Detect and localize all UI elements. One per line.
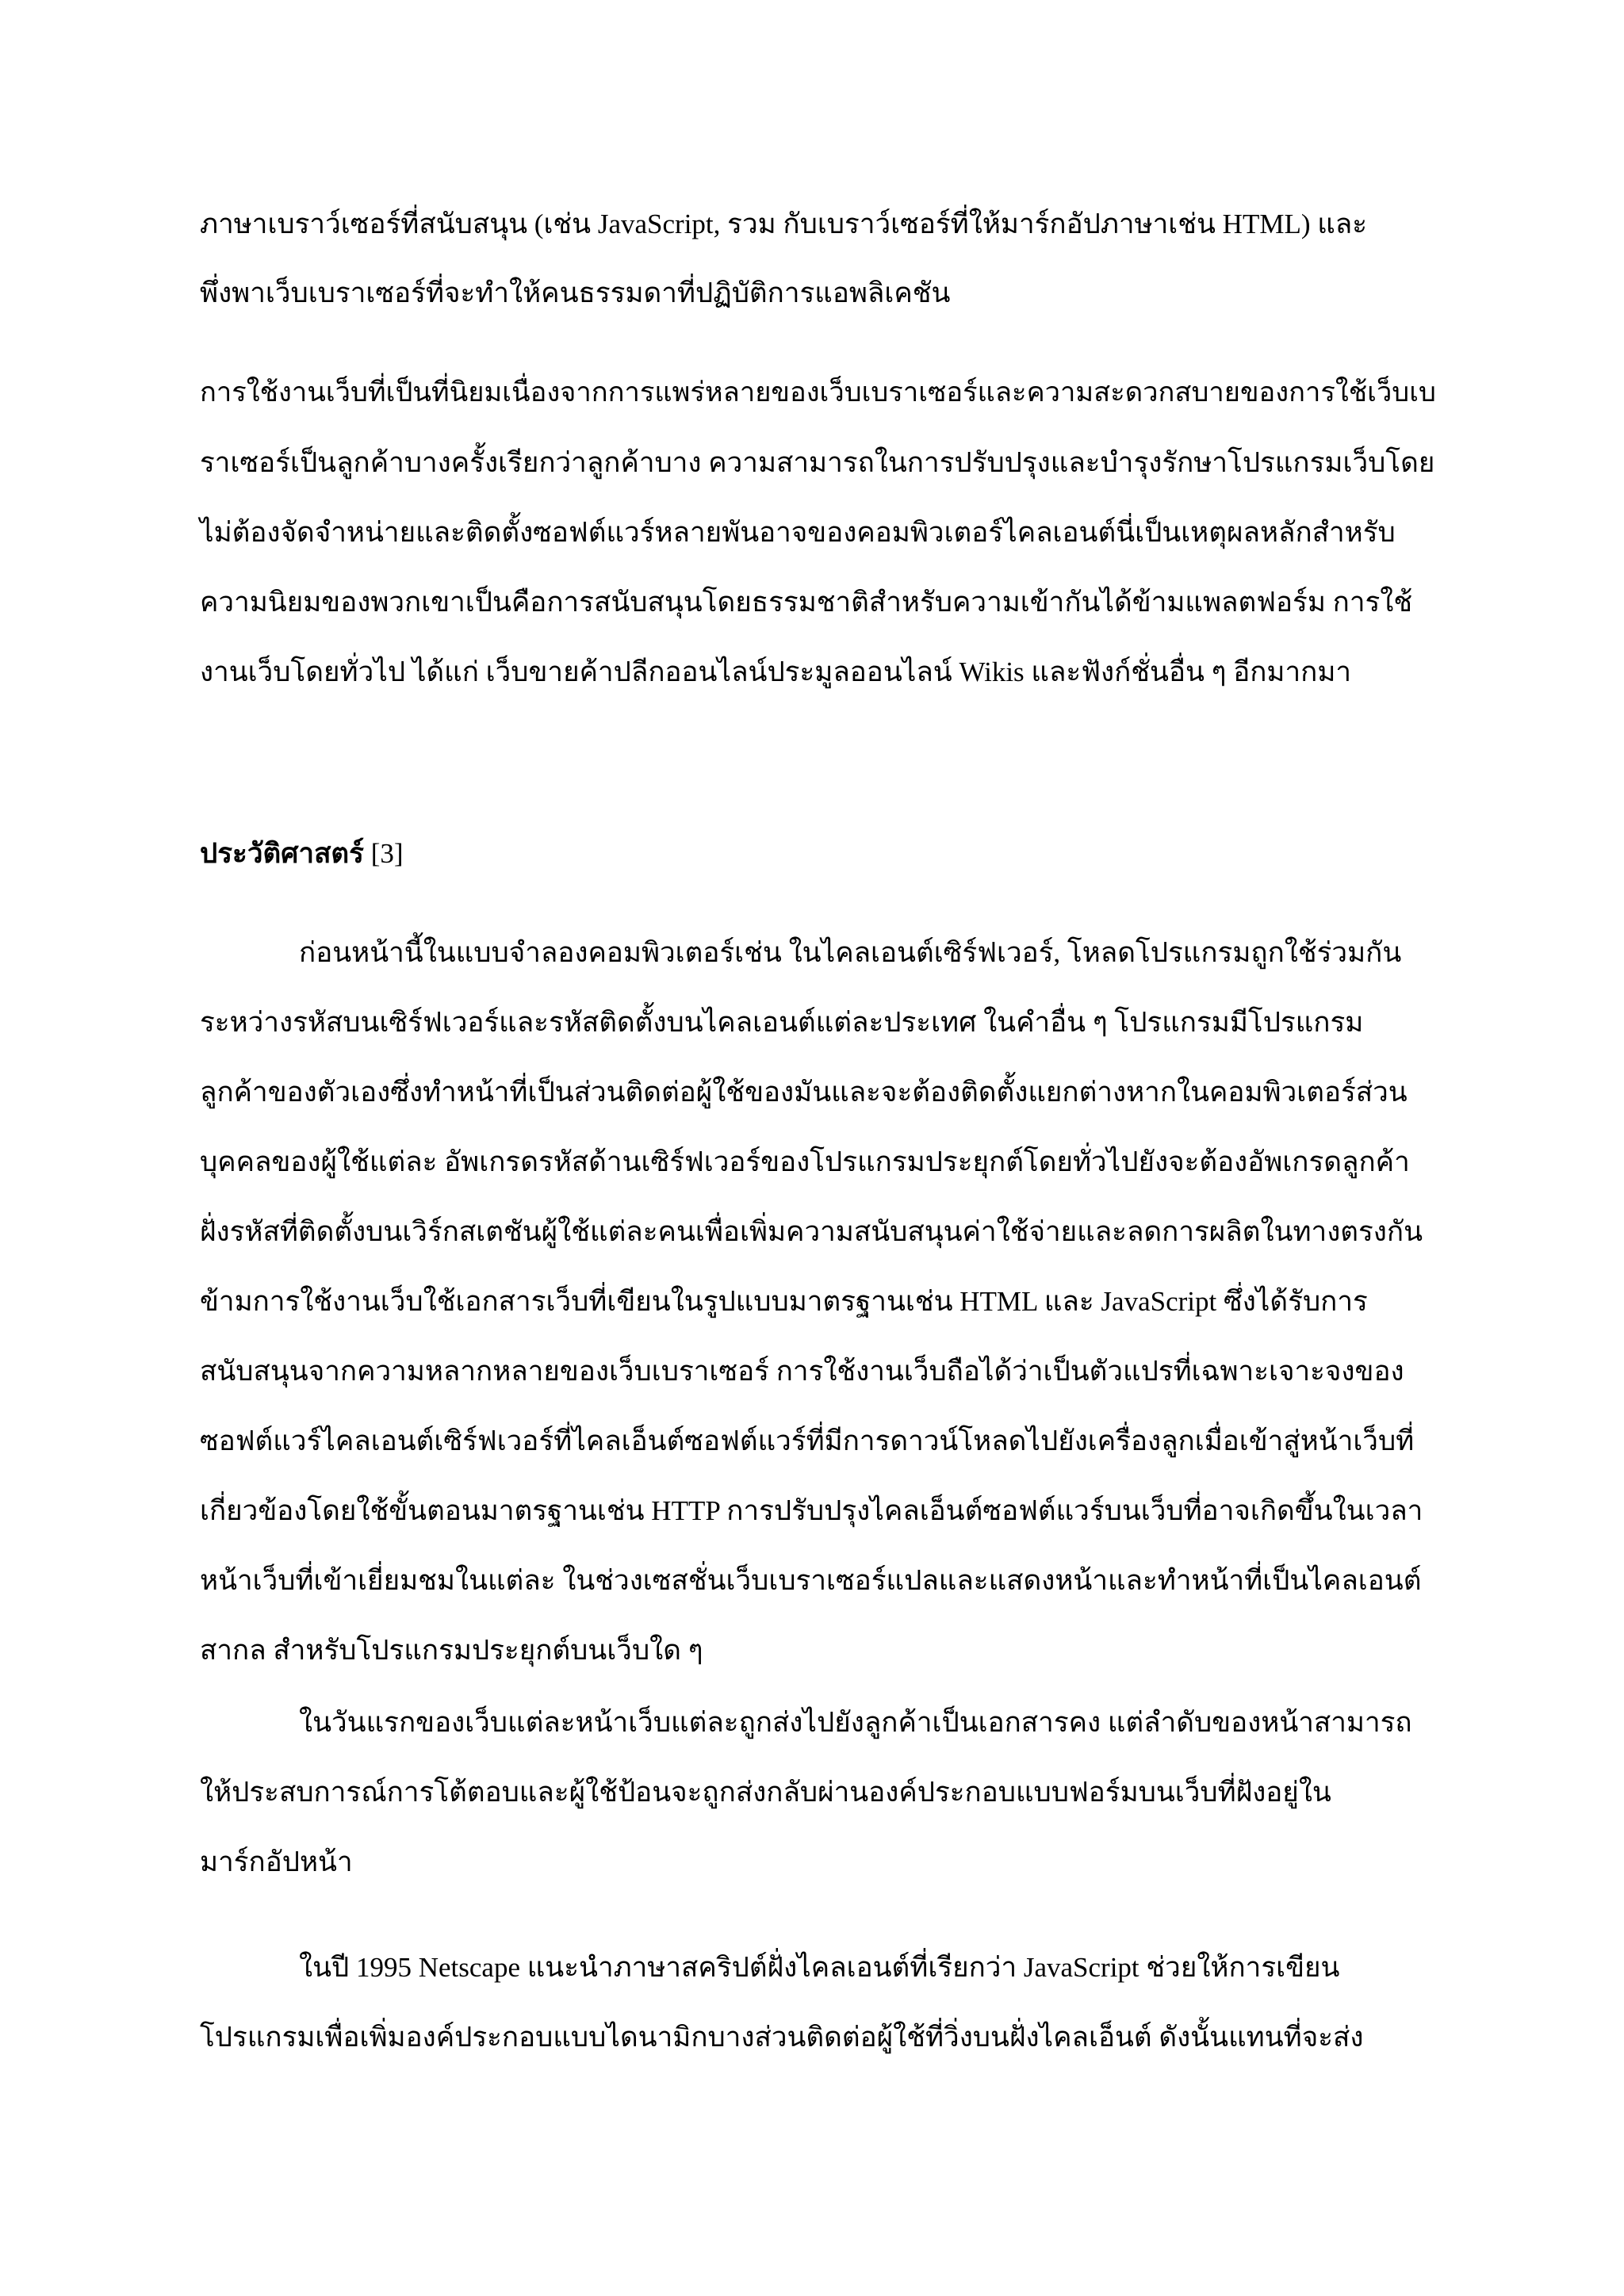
paragraph-line: โปรแกรมเพื่อเพิ่มองค์ประกอบแบบไดนามิกบางส่วนติดต่อผู้ใช้ที่วิ่งบนฝั่งไคลเอ็นต์ ดังนั้นแทนที่จะส่ง: [200, 2022, 1364, 2053]
section-heading: [200, 840, 404, 867]
paragraph-line: พึ่งพาเว็บเบราเซอร์ที่จะทำให้คนธรรมดาที่ปฏิบัติการแอพลิเคชัน: [200, 277, 951, 308]
paragraph-line: เกี่ยวข้องโดยใช้ขั้นตอนมาตรฐานเช่น HTTP การปรับปรุงไคลเอ็นต์ซอฟต์แวร์บนเว็บที่อาจเกิดขึ้นในเวลา: [200, 1495, 1423, 1526]
paragraph-line: ในปี 1995 Netscape แนะนำภาษาสคริปต์ฝั่งไคลเอนต์ที่เรียกว่า JavaScript ช่วยให้การเขียน: [299, 1952, 1340, 1983]
section-title: ประวัติศาสตร์: [200, 838, 364, 869]
paragraph-line: สากล สำหรับโปรแกรมประยุกต์บนเว็บใด ๆ: [200, 1635, 703, 1666]
paragraph-line: ลูกค้าของตัวเองซึ่งทำหน้าที่เป็นส่วนติดต่อผู้ใช้ของมันและจะต้องติดตั้งแยกต่างหากในคอมพิวเตอร์ส่วน: [200, 1077, 1408, 1108]
paragraph-line: ภาษาเบราว์เซอร์ที่สนับสนุน (เช่น JavaScript, รวม กับเบราว์เซอร์ที่ให้มาร์กอัปภาษาเช่น HTML) และ: [200, 209, 1368, 239]
paragraph-line: การใช้งานเว็บที่เป็นที่นิยมเนื่องจากการแพร่หลายของเว็บเบราเซอร์และความสะดวกสบายของการใช้เว็บเบ: [200, 377, 1436, 408]
paragraph-line: สนับสนุนจากความหลากหลายของเว็บเบราเซอร์ การใช้งานเว็บถือได้ว่าเป็นตัวแปรที่เฉพาะเจาะจงของ: [200, 1356, 1404, 1387]
paragraph-line: ราเซอร์เป็นลูกค้าบางครั้งเรียกว่าลูกค้าบาง ความสามารถในการปรับปรุงและบำรุงรักษาโปรแกรมเว็บโดย: [200, 447, 1435, 478]
paragraph-line: ข้ามการใช้งานเว็บใช้เอกสารเว็บที่เขียนในรูปแบบมาตรฐานเช่น HTML และ JavaScript ซึ่งได้รับการ: [200, 1286, 1368, 1317]
paragraph-line: ก่อนหน้านี้ในแบบจำลองคอมพิวเตอร์เช่น ในไคลเอนต์เซิร์ฟเวอร์, โหลดโปรแกรมถูกใช้ร่วมกัน: [299, 937, 1402, 968]
paragraph-line: ไม่ต้องจัดจำหน่ายและติดตั้งซอฟต์แวร์หลายพันอาจของคอมพิวเตอร์ไคลเอนต์นี่เป็นเหตุผลหลักสำหรับ: [200, 517, 1396, 548]
paragraph-line: หน้าเว็บที่เข้าเยี่ยมชมในแต่ละ ในช่วงเซสชั่นเว็บเบราเซอร์แปลและแสดงหน้าและทำหน้าที่เป็นไคลเอนต์: [200, 1565, 1422, 1596]
paragraph-line: ความนิยมของพวกเขาเป็นคือการสนับสนุนโดยธรรมชาติสำหรับความเข้ากันได้ข้ามแพลตฟอร์ม การใช้: [200, 587, 1413, 618]
paragraph-line: ให้ประสบการณ์การโต้ตอบและผู้ใช้ป้อนจะถูกส่งกลับผ่านองค์ประกอบแบบฟอร์มบนเว็บที่ฝังอยู่ใน: [200, 1777, 1331, 1808]
paragraph-line: มาร์กอัปหน้า: [200, 1846, 353, 1877]
paragraph-line: ซอฟต์แวร์ไคลเอนต์เซิร์ฟเวอร์ที่ไคลเอ็นต์ซอฟต์แวร์ที่มีการดาวน์โหลดไปยังเครื่องลูกเมื่อเข้าสู่หน้าเว็บที่: [200, 1425, 1415, 1456]
paragraph-line: งานเว็บโดยทั่วไป ได้แก่ เว็บขายค้าปลีกออนไลน์ประมูลออนไลน์ Wikis และฟังก์ชั่นอื่น ๆ อีกมากมา: [200, 656, 1352, 687]
paragraph-line: ระหว่างรหัสบนเซิร์ฟเวอร์และรหัสติดตั้งบนไคลเอนต์แต่ละประเทศ ในคำอื่น ๆ โปรแกรมมีโปรแกรม: [200, 1007, 1364, 1038]
paragraph-line: บุคคลของผู้ใช้แต่ละ อัพเกรดรหัสด้านเซิร์ฟเวอร์ของโปรแกรมประยุกต์โดยทั่วไปยังจะต้องอัพเกรดลูกค้า: [200, 1146, 1410, 1177]
section-reference: [3]: [370, 838, 404, 869]
paragraph-line: ในวันแรกของเว็บแต่ละหน้าเว็บแต่ละถูกส่งไปยังลูกค้าเป็นเอกสารคง แต่ลำดับของหน้าสามารถ: [299, 1707, 1412, 1738]
paragraph-line: ฝั่งรหัสที่ติดตั้งบนเวิร์กสเตชันผู้ใช้แต่ละคนเพื่อเพิ่มความสนับสนุนค่าใช้จ่ายและลดการผลิตในทางตรงกัน: [200, 1216, 1423, 1247]
